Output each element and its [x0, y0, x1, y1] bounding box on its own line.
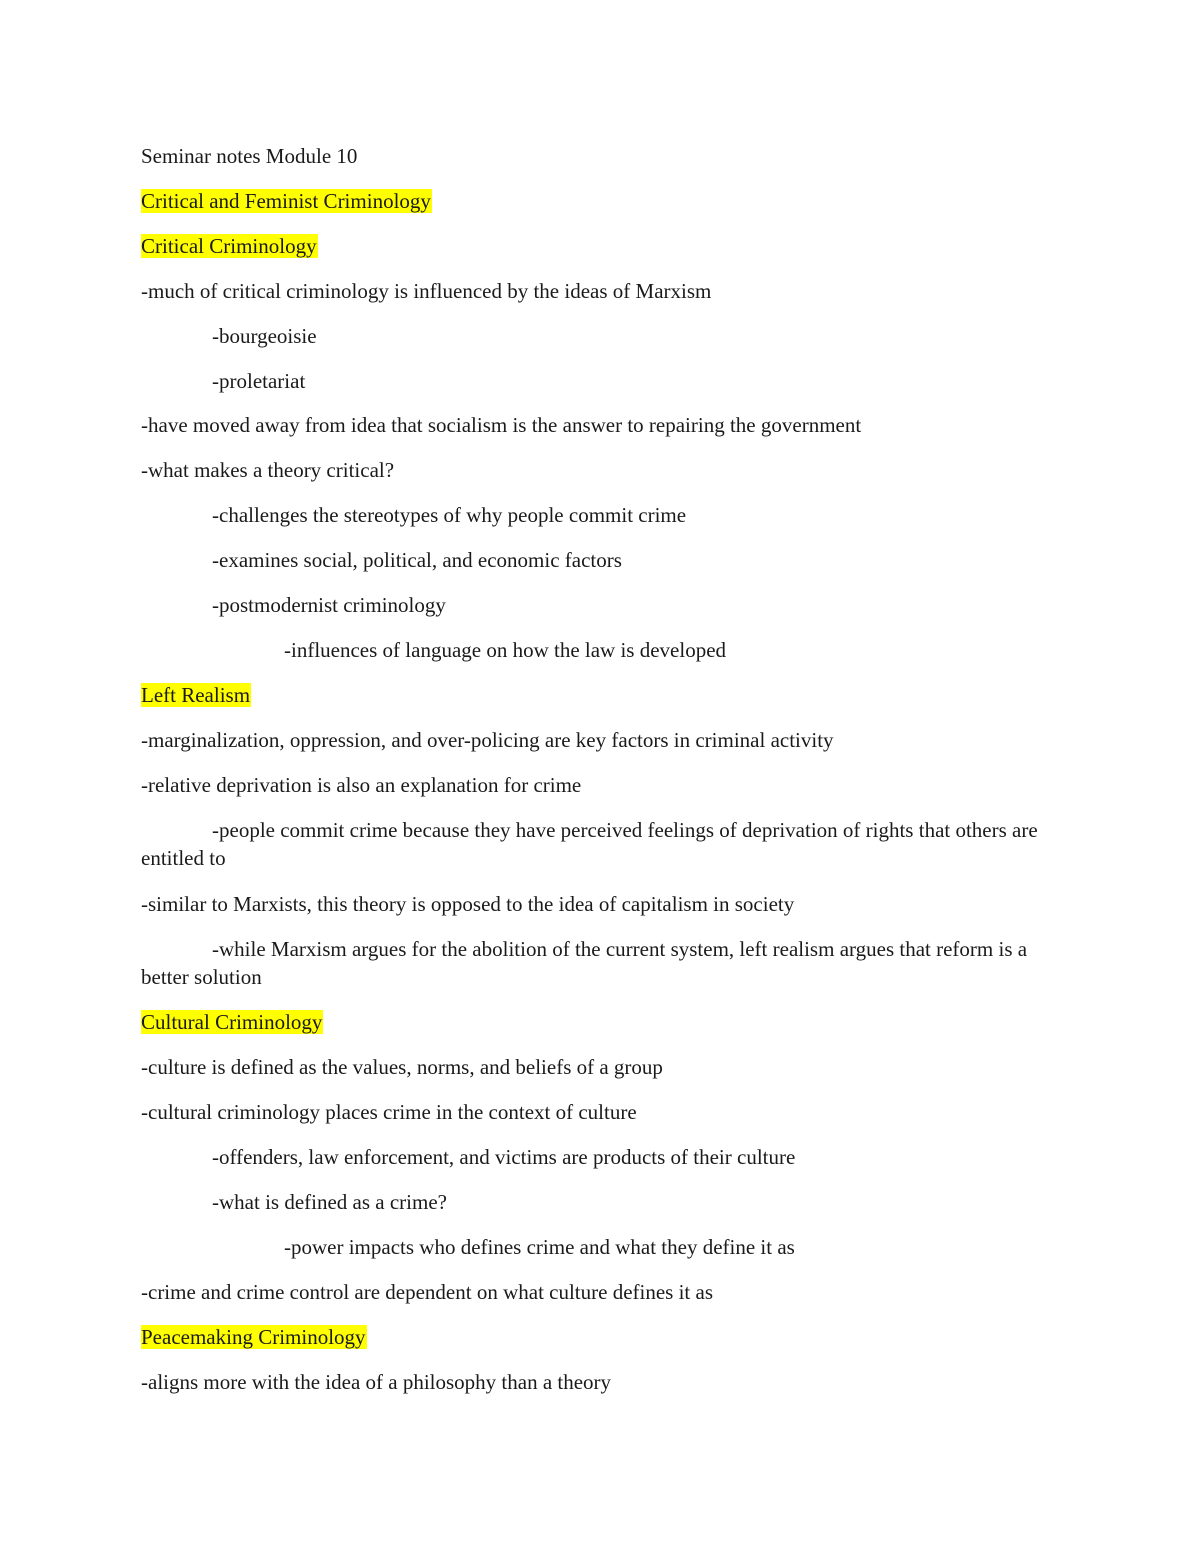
note-line: [212, 322, 1062, 350]
note-line-text: -relative deprivation is also an explanation for crime: [141, 773, 582, 797]
note-line: [141, 771, 1061, 799]
section-heading: [141, 1323, 1061, 1351]
note-line-text: -marginalization, oppression, and over-policing are key factors in criminal activity: [141, 728, 834, 752]
note-line-text: -examines social, political, and economic factors: [212, 548, 622, 572]
section-heading: [141, 1008, 1061, 1036]
note-line-text: -have moved away from idea that socialism is the answer to repairing the government: [141, 413, 862, 437]
note-line-text: -proletariat: [212, 369, 306, 393]
note-line: [141, 277, 1061, 305]
note-line-text: -crime and crime control are dependent on what culture defines it as: [141, 1280, 714, 1304]
note-line-text: -much of critical criminology is influenced by the ideas of Marxism: [141, 279, 712, 303]
note-line: [212, 367, 1062, 395]
note-line-text: -influences of language on how the law is developed: [284, 638, 727, 662]
note-line-text: -bourgeoisie: [212, 324, 317, 348]
note-line-text: -what makes a theory critical?: [141, 458, 395, 482]
note-line: [141, 890, 1061, 918]
note-line-text: -culture is defined as the values, norms, and beliefs of a group: [141, 1055, 663, 1079]
note-line: [212, 1143, 1062, 1171]
note-line-text: -cultural criminology places crime in the context of culture: [141, 1100, 637, 1124]
note-line: [141, 816, 1061, 872]
note-line-text: -similar to Marxists, this theory is opposed to the idea of capitalism in society: [141, 892, 795, 916]
note-line-text: -offenders, law enforcement, and victims are products of their culture: [212, 1145, 796, 1169]
section-heading-text: Left Realism: [141, 683, 251, 707]
section-heading-text: Cultural Criminology: [141, 1010, 323, 1034]
note-line-text: -while Marxism argues for the abolition of the current system, left realism argues that reform is a better solution: [141, 937, 1028, 989]
note-line: [141, 1053, 1061, 1081]
section-heading-text: Critical Criminology: [141, 234, 317, 258]
note-line: [212, 546, 1062, 574]
note-line-text: -people commit crime because they have perceived feelings of deprivation of rights that others are entitled to: [141, 818, 1038, 870]
section-heading: [141, 232, 1061, 260]
note-line: [212, 591, 1062, 619]
note-line-text: -challenges the stereotypes of why people commit crime: [212, 503, 687, 527]
note-line-text: -postmodernist criminology: [212, 593, 446, 617]
section-heading-text: Peacemaking Criminology: [141, 1325, 366, 1349]
note-line: [212, 501, 1062, 529]
note-line: [141, 1278, 1061, 1306]
section-heading-text: Critical and Feminist Criminology: [141, 189, 431, 213]
note-line-text: -aligns more with the idea of a philosophy than a theory: [141, 1370, 612, 1394]
note-line: [141, 726, 1061, 754]
section-heading: [141, 681, 1061, 709]
note-line: [212, 1188, 1062, 1216]
note-line: [141, 456, 1061, 484]
document-title: Seminar notes Module 10: [141, 144, 358, 168]
note-line: [141, 411, 1061, 439]
note-line-text: -power impacts who defines crime and what they define it as: [284, 1235, 795, 1259]
section-heading: [141, 187, 1061, 215]
note-line: [141, 1098, 1061, 1126]
note-line: [141, 1368, 1061, 1396]
note-line: [284, 636, 1064, 664]
note-line-text: -what is defined as a crime?: [212, 1190, 447, 1214]
note-line: [284, 1233, 1064, 1261]
note-line: [141, 935, 1061, 991]
